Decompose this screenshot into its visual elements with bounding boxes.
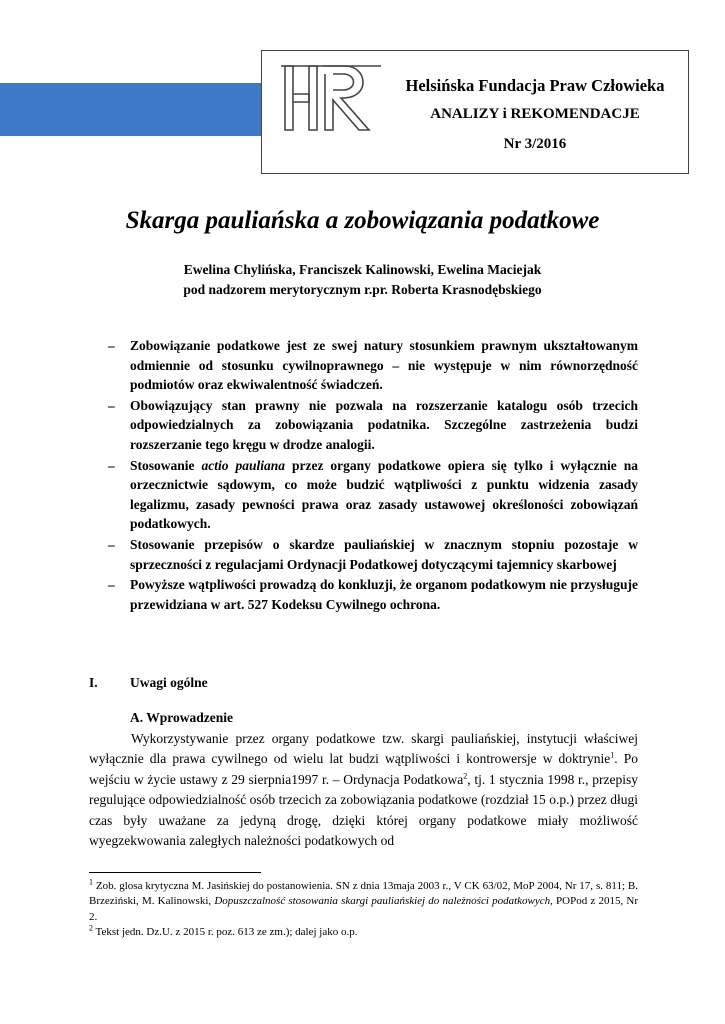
key-findings-list [108,336,638,615]
footnote-divider [89,872,261,873]
subsection-title: A. Wprowadzenie [130,710,234,725]
list-item: – Stosowanie przepisów o skardze pauliańskiej w znacznym stopniu pozostaje w sprzeczności z regulacjami Ordynacji Podatkowej dotyczącymi tajemnicy skarbowej [108,535,638,574]
list-item: – Stosowanie actio pauliana przez organy podatkowe opiera się tylko i wyłącznie na orzecznictwie sądowym, co może budzić wątpliwości z punktu widzenia zasady legalizmu, zasady pewności prawa oraz zasady ustawowej określoności zobowiązań podatkowych. [108,456,638,534]
bullet-dash: – [108,577,115,593]
bullet-dash: – [108,457,115,473]
latin-term: actio pauliana [201,457,285,473]
header-accent-band [0,83,262,136]
authors-line: Ewelina Chylińska, Franciszek Kalinowski, Ewelina Maciejak [183,262,542,277]
issue-number: Nr 3/2016 [503,136,567,152]
section-number: I. [89,675,98,690]
footnote-2: $^2$ Tekst jedn. Dz.U. z 2015 r. poz. 613 ze zm.); dalej jako o.p. [89,923,358,939]
org-name: Helsińska Fundacja Praw Człowieka [405,76,665,95]
footnotes [89,879,638,941]
bullet-dash: – [108,338,115,353]
bullet-dash: – [108,536,115,552]
footnote-ref-1[interactable]: 1 [610,750,615,760]
supervision-line: pod nadzorem merytorycznym r.pr. Roberta Krasnodębskiego [183,282,542,297]
section-title: Uwagi ogólne [130,675,208,690]
body-paragraph: Wykorzystywanie przez organy podatkowe tzw. skargi pauliańskiej, instytucji właściwej wyłącznie dla prawa cywilnego od wielu lat budzi wątpliwości i kontrowersje w doktrynie$^1$. Po wejściu w życie ustawy z 29 sierpnia1997 r. – Ordynacja Podatkowa$^2$, tj. 1 stycznia 1998 r., przepisy regulujące odpowiedzialność osób trzecich za zobowiązania podatkowe (rozdział 15 o.p.) przez długi czas były uważane za jedyną drogę, dzięki której organy podatkowe miały możliwość wyegzekwowania zaległych należności podatkowych od [89,731,638,849]
list-item: – Zobowiązanie podatkowe jest ze swej natury stosunkiem prawnym ukształtowanym odmiennie od stosunku cywilnoprawnego – nie występuje w nim równorzędność podmiotów oraz ekwiwalentność świadczeń. [108,336,638,395]
footnote-ref-2[interactable]: 2 [463,771,468,781]
bullet-dash: – [108,397,115,413]
list-item: – Powyższe wątpliwości prowadzą do konkluzji, że organom podatkowym nie przysługuje przewidziana w art. 527 Kodeksu Cywilnego ochrona. [108,575,638,614]
list-item: – Obowiązujący stan prawny nie pozwala na rozszerzanie katalogu osób trzecich odpowiedzialnych za zobowiązania podatnika. Szczególne zastrzeżenia budzi rozszerzanie tego kręgu w drodze analogii. [108,396,638,455]
series-name: ANALIZY i REKOMENDACJE [430,106,640,122]
hfhr-logo-icon [279,60,383,136]
footnote-1: $^1$ Zob. glosa krytyczna M. Jasińskiej do postanowienia. SN z dnia 13maja 2003 r., V CK 63/02, MoP 2004, Nr 17, s. 811; B. Brzeziński, M. Kalinowski, Dopuszczalność stosowania skargi pauliańskiej do należności podatkowych, POPod z 2015, Nr 2. [89,877,638,923]
document-title: Skarga pauliańska a zobowiązania podatkowe [125,207,600,234]
